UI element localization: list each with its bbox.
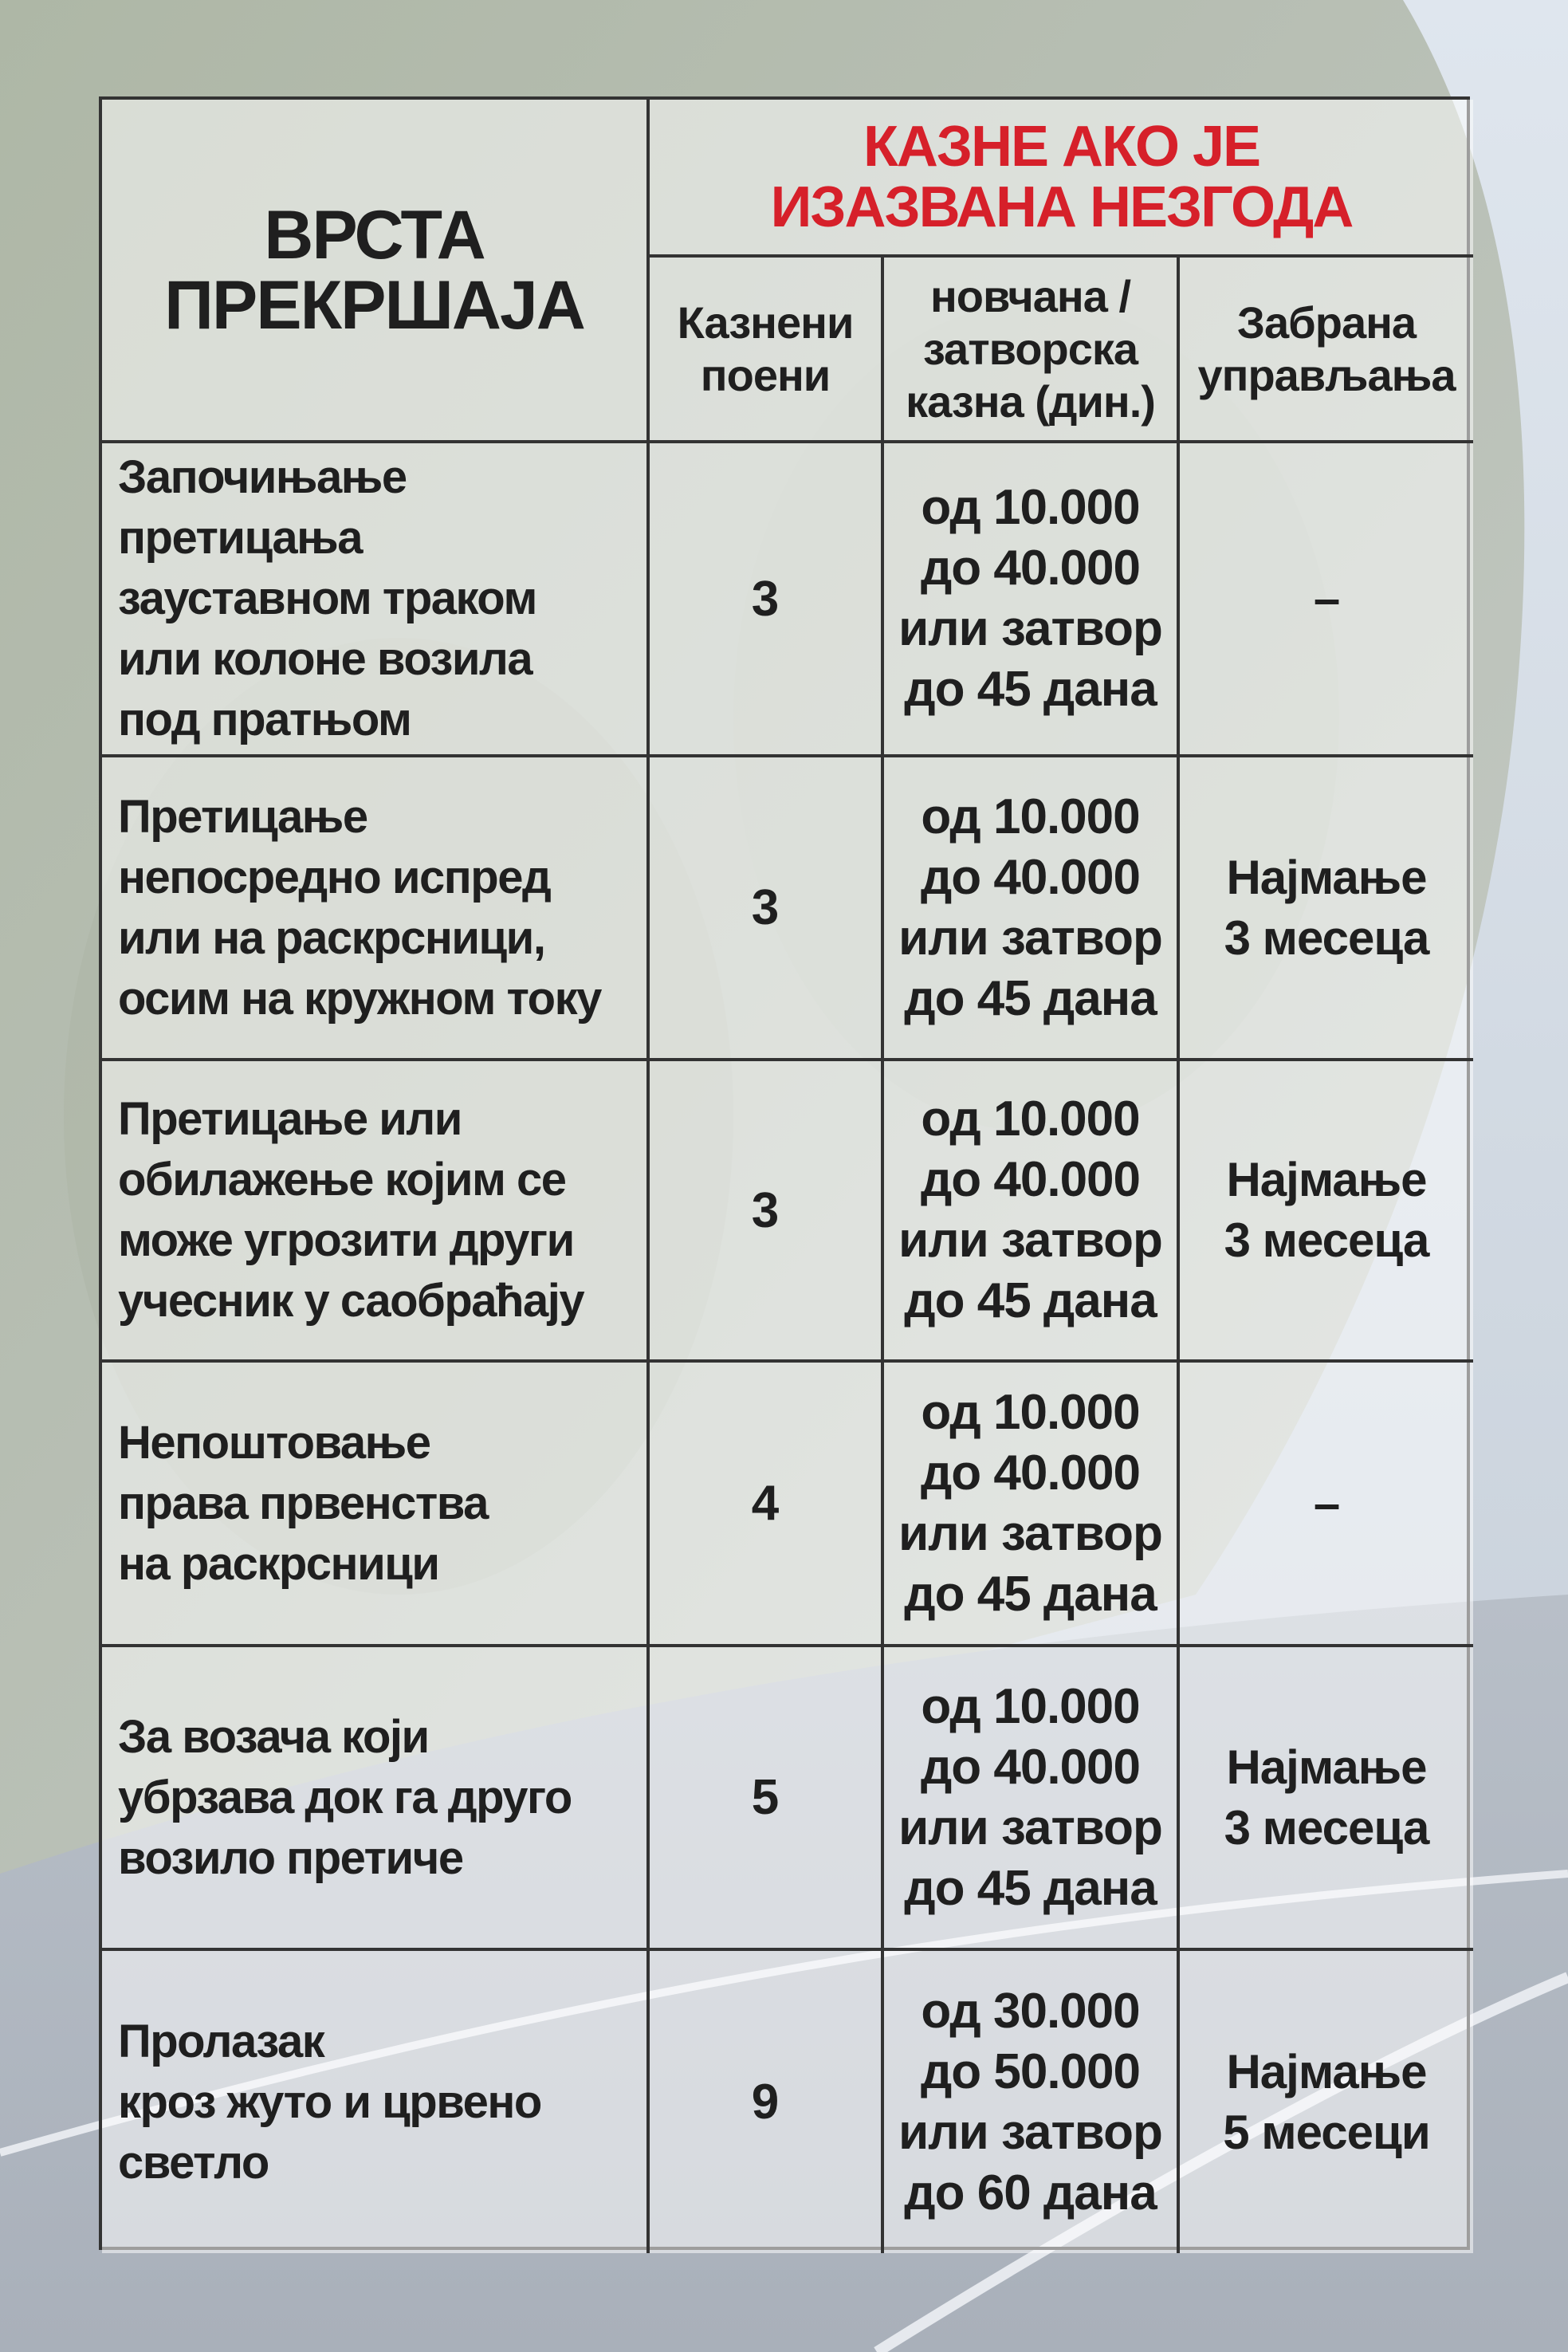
- table-row-points: 5: [650, 1647, 884, 1951]
- ban-column-header: Забрана управљања: [1180, 258, 1473, 443]
- table-row-offense: Претицање или обилажење којим се може угрозити други учесник у саобраћају: [102, 1061, 650, 1363]
- table-row-offense: Непоштовање права првенства на раскрсници: [102, 1363, 650, 1647]
- table-row-fine: од 30.000 до 50.000 или затвор до 60 дана: [884, 1951, 1180, 2253]
- points-column-header: Казнени поени: [650, 258, 884, 443]
- table-row-ban: Најмање 3 месеца: [1180, 1061, 1473, 1363]
- table-row-fine: од 10.000 до 40.000 или затвор до 45 дана: [884, 757, 1180, 1061]
- table-row-offense: Претицање непосредно испред или на раскрсници, осим на кружном току: [102, 757, 650, 1061]
- table-row-offense: За возача који убрзава док га друго возило претиче: [102, 1647, 650, 1951]
- table-row-fine: од 10.000 до 40.000 или затвор до 45 дана: [884, 1647, 1180, 1951]
- table-row-ban: –: [1180, 443, 1473, 757]
- table-row-ban: Најмање 3 месеца: [1180, 1647, 1473, 1951]
- table-row-fine: од 10.000 до 40.000 или затвор до 45 дана: [884, 1363, 1180, 1647]
- penalty-table: [99, 96, 1470, 2250]
- table-row-offense: Започињање претицања зауставном траком или колоне возила под пратњом: [102, 443, 650, 757]
- penalty-table-panel: [99, 96, 1470, 2250]
- table-row-points: 3: [650, 443, 884, 757]
- penalties-header: КАЗНЕ АКО ЈЕ ИЗАЗВАНА НЕЗГОДА: [650, 100, 1473, 258]
- table-row-ban: Најмање 3 месеца: [1180, 757, 1473, 1061]
- table-row-ban: –: [1180, 1363, 1473, 1647]
- offense-type-header: ВРСТА ПРЕКРШАЈА: [102, 100, 650, 443]
- table-row-ban: Најмање 5 месеци: [1180, 1951, 1473, 2253]
- table-row-points: 3: [650, 757, 884, 1061]
- table-row-points: 3: [650, 1061, 884, 1363]
- fine-column-header: новчана / затворска казна (дин.): [884, 258, 1180, 443]
- table-row-fine: од 10.000 до 40.000 или затвор до 45 дана: [884, 1061, 1180, 1363]
- table-row-fine: од 10.000 до 40.000 или затвор до 45 дана: [884, 443, 1180, 757]
- table-row-offense: Пролазак кроз жуто и црвено светло: [102, 1951, 650, 2253]
- table-row-points: 4: [650, 1363, 884, 1647]
- table-row-points: 9: [650, 1951, 884, 2253]
